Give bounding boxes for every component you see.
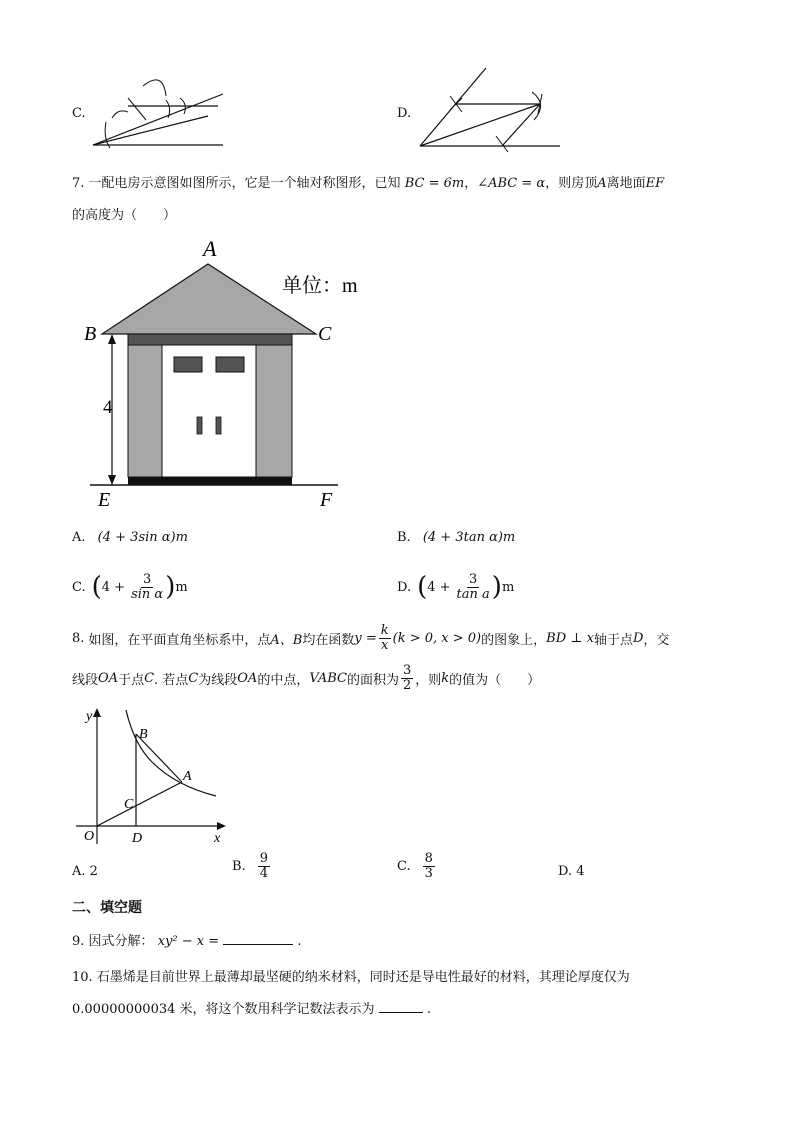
q7-number: 7. xyxy=(72,176,85,191)
q7-choice-a xyxy=(72,530,188,545)
q8-choice-d: D. 4 xyxy=(558,864,585,879)
q7-choice-c-unit: m xyxy=(175,579,188,595)
q7-label-f: F xyxy=(320,489,333,511)
q8-choice-c-num: 8 xyxy=(424,851,433,866)
q8-var-oa: OA xyxy=(98,670,119,686)
q8-var-d: D xyxy=(632,630,644,646)
q10-answer-blank[interactable] xyxy=(379,1012,423,1013)
q8-fig-y: y xyxy=(86,709,93,724)
q8-fig-o: O xyxy=(84,829,95,844)
q7-choice-d xyxy=(397,572,514,602)
q8-var-c2: C xyxy=(188,670,199,686)
q8-choice-c-label: C. xyxy=(397,858,411,874)
q8-choice-a: A. 2 xyxy=(72,864,98,879)
q10-suffix: . xyxy=(426,1002,431,1017)
q8-text-b: 均在函数 xyxy=(302,632,355,648)
q7-choice-c xyxy=(72,572,188,602)
q7-choice-c-rparen: ) xyxy=(165,572,176,602)
q7-choice-b xyxy=(397,530,515,545)
q7-choice-d-pre: 4 + xyxy=(427,579,451,595)
q7-var-ef: EF xyxy=(645,176,665,191)
q7-given-bc: BC = 6m xyxy=(404,176,465,191)
q8-text-a: 如图，在平面直角坐标系中，点 xyxy=(88,632,271,648)
q8-text-e: ，交 xyxy=(643,632,670,648)
q8-stem-line2 xyxy=(72,664,540,692)
q7-label-e: E xyxy=(98,489,111,511)
q7-choice-c-lparen: ( xyxy=(91,572,102,602)
q9-prefix: 9. 因式分解： xyxy=(72,934,154,949)
q8-func-num: k xyxy=(380,623,389,638)
section-title-fill-blank: 二、填空题 xyxy=(72,900,142,916)
q8-fig-a: A xyxy=(183,769,192,784)
q9-answer-blank[interactable] xyxy=(223,944,293,945)
q6-option-d-label: D. xyxy=(397,106,412,121)
q8-triangle: VABC xyxy=(309,670,347,686)
q7-choice-b-expr: (4 + 3tan α)m xyxy=(422,530,516,545)
q8-fig-x: x xyxy=(214,831,221,846)
q7-text-c: ，则房顶 xyxy=(545,176,598,191)
q8-fig-b: B xyxy=(139,727,148,742)
q8-number: 8. xyxy=(72,630,85,646)
q8-text-c: 的图象上， xyxy=(481,632,547,648)
q6-option-d-figure xyxy=(414,62,564,160)
q10-line2 xyxy=(72,998,431,1017)
q7-var-a: A xyxy=(597,176,607,191)
q8-line2-b: 于点 xyxy=(118,672,145,688)
q7-unit-label: 单位：m xyxy=(282,275,358,297)
q8-choice-b-num: 9 xyxy=(259,851,268,866)
q6-option-c-label: C. xyxy=(72,106,86,121)
q8-area-den: 2 xyxy=(402,677,412,693)
q7-choice-d-label: D. xyxy=(397,579,412,595)
q8-coordinate-figure xyxy=(76,704,236,850)
q7-stem-line1 xyxy=(72,172,664,191)
q7-label-a: A xyxy=(203,236,217,261)
q8-var-c: C xyxy=(144,670,155,686)
q7-choice-c-fraction xyxy=(129,573,165,601)
q8-fig-c: C xyxy=(124,797,134,812)
q7-choice-d-fraction xyxy=(455,573,492,601)
q8-choice-c-fraction xyxy=(423,852,435,880)
q7-house-figure xyxy=(80,234,380,512)
q9-stem xyxy=(72,930,302,949)
q9-suffix: . xyxy=(297,934,302,949)
q8-func-y: y = xyxy=(354,630,377,646)
q8-stem-line1 xyxy=(72,624,669,652)
q8-choice-b-label: B. xyxy=(232,858,246,874)
q7-given-angle: ∠ABC = α xyxy=(477,176,546,191)
q7-text-d: 离地面 xyxy=(606,176,646,191)
q8-func-den: x xyxy=(381,637,389,653)
q7-label-b: B xyxy=(84,323,97,345)
q6-option-c-figure xyxy=(88,68,228,158)
q7-choice-c-pre: 4 + xyxy=(101,579,126,595)
q7-choice-b-label: B. xyxy=(397,530,411,545)
q8-line2-f: 的面积为 xyxy=(346,672,399,688)
q8-func-fraction xyxy=(379,624,391,652)
q8-line2-d: 为线段 xyxy=(198,672,238,688)
q7-choice-d-den: tan a xyxy=(456,586,490,602)
q8-var-k: k xyxy=(441,670,450,686)
q8-func-cond: (k > 0, x > 0) xyxy=(392,630,482,646)
q8-text-d: 轴于点 xyxy=(593,632,633,648)
q9-expression: xy² − x = xyxy=(157,934,220,949)
q7-choice-d-rparen: ) xyxy=(491,572,502,602)
q8-area-fraction xyxy=(401,664,413,692)
q10-line2-text: 0.00000000034 米，将这个数用科学记数法表示为 xyxy=(72,1002,375,1017)
q7-choice-c-label: C. xyxy=(72,579,86,595)
q8-perp: BD ⊥ x xyxy=(546,630,594,646)
q8-area-num: 3 xyxy=(402,663,412,678)
q7-text-a: 一配电房示意图如图所示，它是一个轴对称图形，已知 xyxy=(88,176,401,191)
q7-choice-c-num: 3 xyxy=(143,571,152,587)
q8-line2-g: ，则 xyxy=(415,672,442,688)
q7-choice-a-expr: (4 + 3sin α)m xyxy=(97,530,188,545)
q8-line2-c: . 若点 xyxy=(154,672,189,688)
q8-line2-e: 的中点， xyxy=(257,672,310,688)
q8-line2-h: 的值为（ ） xyxy=(449,672,541,688)
q8-line2-a: 线段 xyxy=(72,672,99,688)
q7-choice-d-num: 3 xyxy=(469,571,478,587)
q8-fig-d: D xyxy=(132,831,143,846)
q7-stem-line2: 的高度为（ ） xyxy=(72,208,177,223)
q7-choice-d-unit: m xyxy=(501,579,515,595)
q7-choice-d-lparen: ( xyxy=(417,572,428,602)
q10-line1: 10. 石墨烯是目前世界上最薄却最坚硬的纳米材料，同时还是导电性最好的材料，其理论厚度仅为 xyxy=(72,970,630,985)
q7-height-label: 4 xyxy=(103,397,113,418)
q7-choice-c-den: sin α xyxy=(131,586,164,602)
q8-choice-b-fraction xyxy=(258,852,270,880)
q8-choice-c-den: 3 xyxy=(424,865,433,881)
q8-choice-b-den: 4 xyxy=(259,865,268,881)
q8-choice-c xyxy=(397,852,435,880)
q8-var-oa2: OA xyxy=(237,670,258,686)
q8-vars-ab: A、B xyxy=(270,632,303,648)
q7-label-c: C xyxy=(318,323,332,345)
q7-choice-a-label: A. xyxy=(72,530,86,545)
q7-text-b: ， xyxy=(464,176,478,191)
q8-choice-b xyxy=(232,852,270,880)
